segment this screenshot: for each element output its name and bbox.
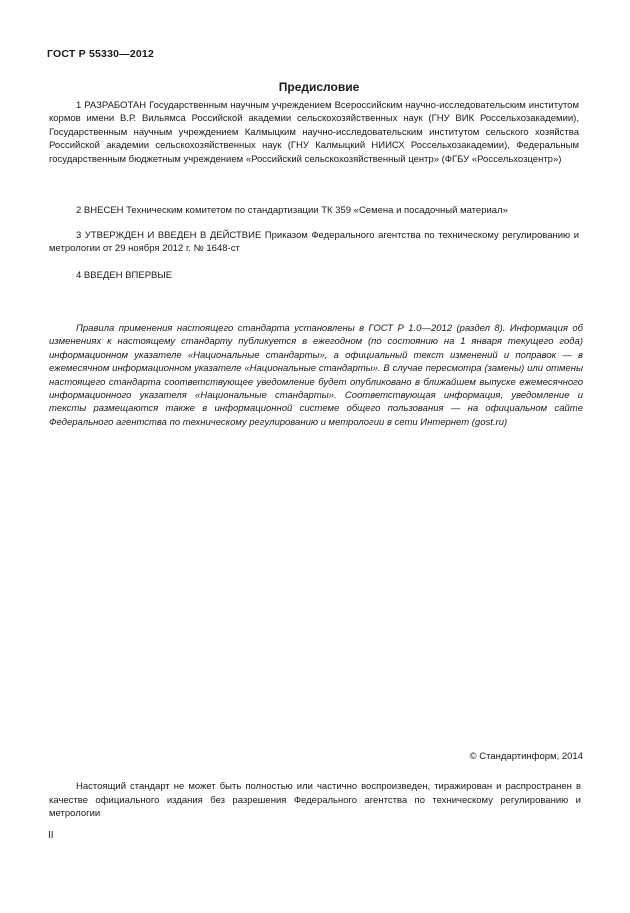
page-number: II bbox=[48, 830, 54, 841]
page-title: Предисловие bbox=[278, 80, 360, 94]
copyright-line: © Стандартинформ, 2014 bbox=[469, 751, 583, 762]
document-header: ГОСТ Р 55330—2012 bbox=[47, 48, 155, 60]
section-text: 4 ВВЕДЕН ВПЕРВЫЕ bbox=[76, 270, 173, 281]
reproduction-notice-text: Настоящий стандарт не может быть полностью или частично воспроизведен, тиражирован и распространен в качестве официального издания без разрешения Федерального агентства по техническому регулированию и метрологии bbox=[49, 781, 581, 820]
section-introduced-by bbox=[49, 204, 579, 217]
section-text: 1 РАЗРАБОТАН Государственным научным учреждением Всероссийским научно-исследовательским институтом кормов имени В.Р. Вильямса Российской академии сельскохозяйственных наук (ГНУ ВИК Россельхозакадемии), Государственным научным учреждением Калмыцким научно-исследовательским институтом сельского хозяйства Российской академии сельскохозяйственных наук (ГНУ Калмыцкий НИИСХ Россельхозакадемии), Федеральным государственным бюджетным учреждением «Российский сельскохозяйственный центр» (ФГБУ «Россельхозцентр») bbox=[49, 100, 579, 165]
reproduction-notice bbox=[49, 780, 581, 821]
application-rules-note bbox=[49, 322, 583, 429]
section-developed-by bbox=[49, 99, 579, 166]
section-first-introduced bbox=[49, 269, 579, 282]
section-text: 2 ВНЕСЕН Техническим комитетом по стандартизации ТК 359 «Семена и посадочный материал» bbox=[76, 205, 508, 216]
section-approved bbox=[49, 229, 579, 256]
application-rules-text: Правила применения настоящего стандарта установлены в ГОСТ Р 1.0—2012 (раздел 8). Информация об изменениях к настоящему стандарту публикуется в ежегодном (по состоянию на 1 января текущего года) информационном указателе «Национальные стандарты», а официальный текст изменений и поправок — в ежемесячном информационном указателе «Национальные стандарты». В случае пересмотра (замены) или отмены настоящего стандарта соответствующее уведомление будет опубликовано в ближайшем выпуске ежемесячного информационного указателя «Национальные стандарты». Соответствующая информация, уведомление и тексты размещаются также в информационной системе общего пользования — на официальном сайте Федерального агентства по техническому регулированию и метрологии в сети Интернет (gost.ru) bbox=[49, 323, 583, 428]
section-text: 3 УТВЕРЖДЕН И ВВЕДЕН В ДЕЙСТВИЕ Приказом Федерального агентства по техническому регулированию и метрологии от 29 ноября 2012 г. № 1648-ст bbox=[49, 230, 579, 255]
